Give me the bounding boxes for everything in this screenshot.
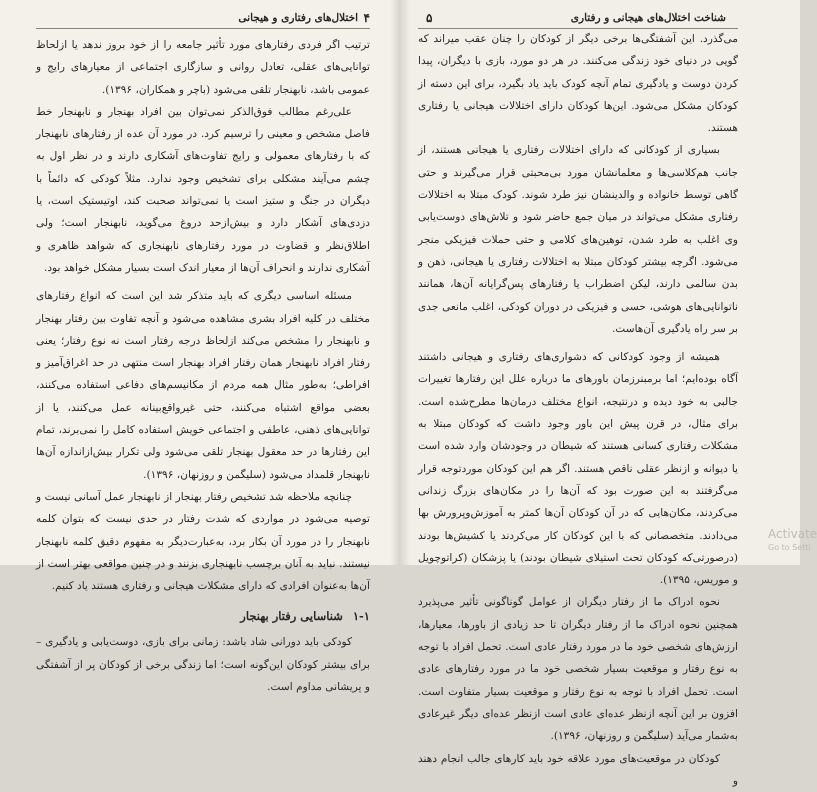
right-body-text bbox=[418, 28, 738, 792]
right-paragraph-2: بسیاری از کودکانی که دارای اختلالات رفتاری یا هیجانی هستند، از جانب هم‌کلاسی‌ها و معلمانشان مورد بی‌محبتی قرار می‌گیرند و حتی گاهی توسط خانواده و والدینشان نیز طرد شوند. کودک مبتلا به اختلالات رفتاری مشکل می‌تواند در میان جمع حاضر شود و تلاش‌های دوست‌یابی وی اغلب به طرد شدن، توهین‌های کلامی و حتی حملات فیزیکی منجر می‌شود. اگرچه بیشتر کودکان مبتلا به اختلالات رفتاری یا هیجانی، ذهن و بدن سالمی دارند، لیکن اضطراب یا رفتارهای پس‌گرایانه آن‌ها، همانند ناتوانایی‌های هوشی، حسی و فیزیکی در دوران کودکی، اغلب مانعی جدی بر سر راه یادگیری آن‌هاست. bbox=[418, 139, 738, 340]
right-page-number: ۵ bbox=[426, 8, 432, 28]
left-body-text bbox=[36, 34, 370, 698]
left-paragraph-3: مسئله اساسی دیگری که باید متذکر شد این است که انواع رفتارهای مختلف در کلیه افراد بشری مشاهده می‌شود و آنچه تفاوت بین رفتار بهنجار و نابهنجار را مشخص می‌کند ازلحاظ درجه رفتار است نه نوع رفتار؛ یعنی رفتار افراد نابهنجار همان رفتار افراد بهنجار است منتهی در حد اغراق‌آمیز و افراطی؛ به‌طور مثال همه مردم از مکانیسم‌های دفاعی استفاده می‌کنند، بعضی مواقع اشتباه می‌کنند، حتی غیرواقع‌بینانه عمل می‌کنند، یا از توانایی‌های ذهنی، عاطفی و اجتماعی خویش استفاده کامل را نمی‌برند، تمام این رفتارها در حد معقول بهنجار تلقی می‌شود ولی تکرار بیش‌ازاندازه آن‌ها نابهنجار قلمداد می‌شود (سلیگمن و روزنهان، ۱۳۹۶). bbox=[36, 285, 370, 486]
section-heading bbox=[36, 605, 370, 627]
section-title: شناسایی رفتار بهنجار bbox=[240, 609, 343, 623]
left-section-paragraph: کودکی باید دورانی شاد باشد: زمانی برای بازی، دوست‌یابی و یادگیری – برای بیشتر کودکان این‌گونه است؛ اما زندگی برخی از کودکان پر از آشفتگی و پریشانی مداوم است. bbox=[36, 631, 370, 698]
left-running-head-title: اختلال‌های رفتاری و هیجانی bbox=[238, 8, 358, 28]
watermark-main-text: Activate bbox=[768, 527, 817, 541]
left-running-header bbox=[36, 8, 370, 29]
left-paragraph-1: ترتیب اگر فردی رفتارهای مورد تأثیر جامعه را از خود بروز ندهد یا ازلحاظ توانایی‌های عقلی، تعادل روانی و سازگاری اجتماعی از معیارهای رایج و عمومی باشد، نابهنجار تلقی می‌شود (باچر و همکاران، ۱۳۹۶). bbox=[36, 34, 370, 101]
right-paragraph-4: نحوه ادراک ما از رفتار دیگران از عوامل گوناگونی تأثیر می‌پذیرد همچنین نحوه ادراک ما از رفتار دیگران تا حد زیادی از باورها، معیارها، ارزش‌های شخصی خود ما در مورد رفتار عادی است. تحمل افراد با توجه به نوع رفتار و موقعیت بسیار شخصی خود ما در مورد رفتارهای عادی است. تحمل افراد با توجه به نوع رفتار و موقعیت بسیار متفاوت است. افزون بر این آنچه ازنظر عده‌ای عادی است ازنظر عده‌ای دیگر غیرعادی به‌شمار می‌آید (سلیگمن و روزنهان، ۱۳۹۶). bbox=[418, 591, 738, 747]
watermark-sub-text: Go to Setti bbox=[768, 541, 800, 555]
right-paragraph-1: می‌گذرد. این آشفتگی‌ها برخی دیگر از کودکان را چنان عقب میراند که گویی در دنیای خود زندگی می‌کنند. در هر دو مورد، بازی با دیگران، پیدا کردن دوست و یادگیری تمام آنچه کودک باید یاد بگیرد، برای این دسته از کودکان مشکل می‌شود. این‌ها کودکان دارای اختلالات هیجانی یا رفتاری هستند. bbox=[418, 28, 738, 139]
right-running-header bbox=[418, 8, 738, 29]
activation-watermark bbox=[768, 527, 800, 555]
left-page bbox=[0, 0, 400, 565]
right-page bbox=[400, 0, 800, 565]
right-paragraph-5: کودکان در موقعیت‌های مورد علاقه خود باید کارهای جالب انجام دهند و bbox=[418, 748, 738, 792]
left-paragraph-2: علی‌رغم مطالب فوق‌الذکر نمی‌توان بین افراد بهنجار و نابهنجار خط فاصل مشخص و معینی را ترسیم کرد. در مورد آن عده از رفتارهای نابهنجار که با رفتارهای معمولی و رایج تفاوت‌های آشکاری دارند و در نظر اول به چشم می‌آیند مشکلی برای تشخیص وجود ندارد. مثلاً کودکی که دائماً با دیگران در جنگ و ستیز است یا نمی‌تواند صحبت کند، اوتیستیک است، یا دزدی‌های آشکار دارد و بیش‌ازحد دروغ می‌گوید، نابهنجار است؛ ولی اطلاق‌نظر و قضاوت در مورد رفتارهای نابهنجاری که شواهد ظاهری و آشکاری ندارند و انحراف آن‌ها از معیار اندک است بسیار مشکل خواهد بود. bbox=[36, 101, 370, 279]
left-page-number: ۴ bbox=[364, 8, 370, 28]
section-number: ۱-۱ bbox=[353, 609, 370, 623]
gutter-shadow-right bbox=[400, 0, 410, 565]
left-paragraph-4: چنانچه ملاحظه شد تشخیص رفتار بهنجار از نابهنجار عمل آسانی نیست و توصیه می‌شود در مواردی که شدت رفتار در حدی نیست که بتوان کلمه نابهنجار را در مورد آن بکار برد، به‌عبارت‌دیگر به مفهوم دقیق کلمه نابهنجار نیستند. نباید به آنان برچسب نابهنجاری بزنند و در چنین مواقعی بهتر است از آن‌ها به‌عنوان افرادی که دارای مشکلات هیجانی و رفتاری هستند یاد کنیم. bbox=[36, 486, 370, 597]
right-running-head-title: شناخت اختلال‌های هیجانی و رفتاری bbox=[571, 8, 726, 28]
gutter-shadow-left bbox=[390, 0, 400, 565]
right-paragraph-3: همیشه از وجود کودکانی که دشواری‌های رفتاری و هیجانی داشتند آگاه بوده‌ایم؛ اما برمبنرزمان باورهای ما درباره علل این رفتارها تغییرات جالبی به خود دیده و درنتیجه، انواع مختلف درمان‌ها مطرح‌شده است. برای مثال، در قرن پیش این باور وجود داشت که کودکان مبتلا به مشکلات رفتاری کسانی هستند که شیطان در وجودشان وارد شده است یا دیوانه و ازنظر عقلی ناقص هستند. اگر هم این کودکان موردتوجه قرار می‌گرفتند به این صورت بود که آن‌ها را در مکان‌های بزرگ زندانی می‌کردند، مکان‌هایی که در آن کودکان آن‌ها کمتر به آموزش‌وپرورش بها می‌دادند. متخصصانی که با این کودکان کار می‌کردند یا کشیش‌ها بودند (درصورتی‌که کودکان تحت استیلای شیطان بودند) یا پزشکان (کراتوچویل و موریس، ۱۳۹۵). bbox=[418, 346, 738, 591]
